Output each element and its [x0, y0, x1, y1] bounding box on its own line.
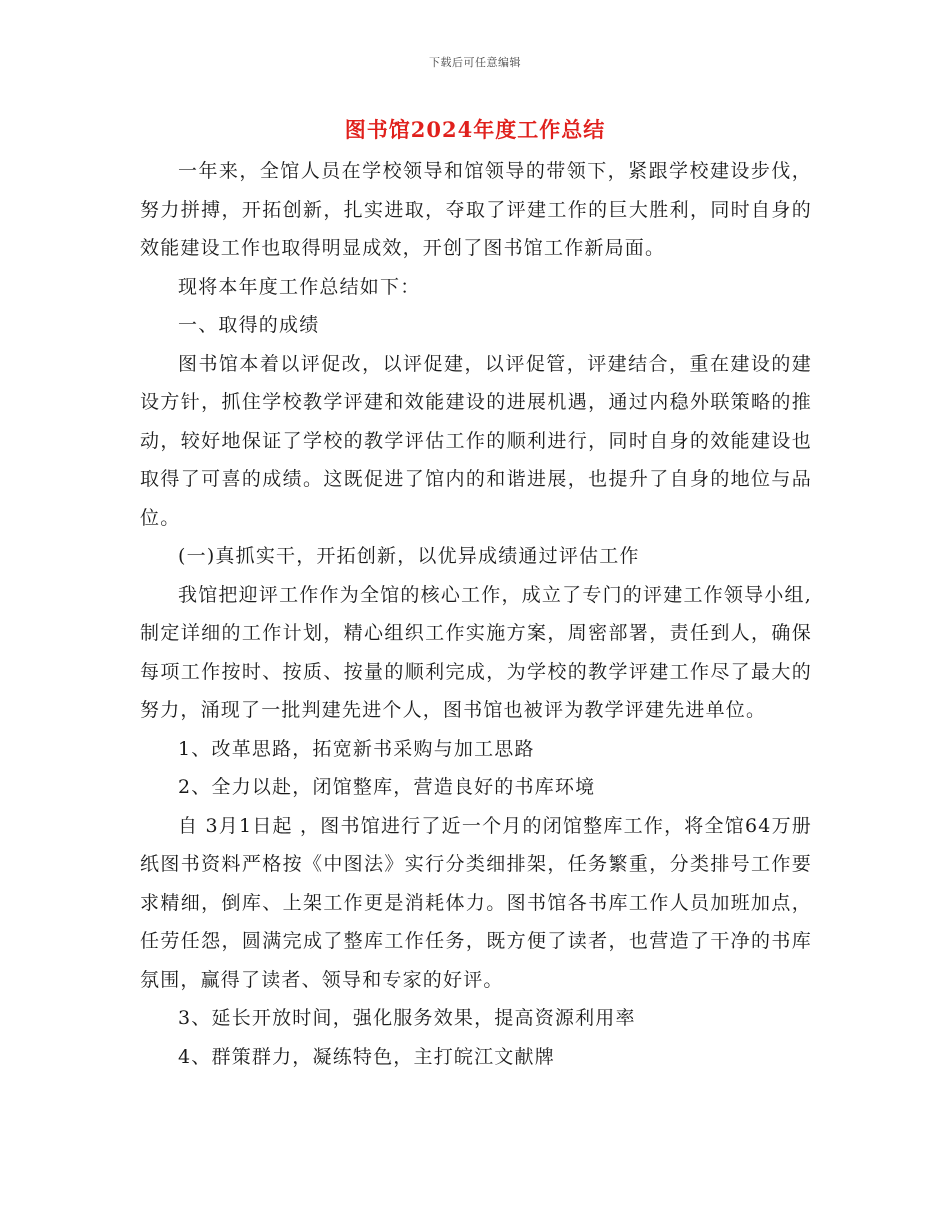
paragraph-achievements: 图书馆本着以评促改，以评促建，以评促管，评建结合，重在建设的建设方针，抓住学校教学评建和效能建设的进展机遇，通过内稳外联策略的推动，较好地保证了学校的教学评估工作的顺利进行，同时自身的效能建设也取得了可喜的成绩。这既促进了馆内的和谐进展，也提升了自身的地位与品位。 — [140, 352, 812, 529]
list-item-4: 4、群策群力，凝练特色，主打皖江文献牌 — [178, 1045, 555, 1068]
paragraph-intro: 一年来，全馆人员在学校领导和馆领导的带领下，紧跟学校建设步伐，努力拼搏，开拓创新，扎实进取，夺取了评建工作的巨大胜利，同时自身的效能建设工作也取得明显成效，开创了图书馆工作新局面。 — [140, 160, 812, 259]
document-title: 图书馆2024年度工作总结 — [344, 117, 606, 142]
paragraph-evaluation: 我馆把迎评工作作为全馆的核心工作，成立了专门的评建工作领导小组,制定详细的工作计划，精心组织工作实施方案，周密部署，责任到人，确保每项工作按时、按质、按量的顺利完成，为学校的教学评建工作尽了最大的努力，涌现了一批判建先进个人，图书馆也被评为教学评建先进单位。 — [140, 583, 812, 721]
section-heading-achievements: 一、取得的成绩 — [178, 314, 320, 336]
list-item-3: 3、延长开放时间，强化服务效果，提高资源利用率 — [178, 1007, 636, 1029]
paragraph-summary-lead: 现将本年度工作总结如下： — [178, 275, 421, 298]
document-body — [140, 152, 812, 1076]
list-item-1: 1、改革思路，拓宽新书采购与加工思路 — [178, 737, 535, 760]
paragraph-reshelving: 自 3月1日起 ，图书馆进行了近一个月的闭馆整库工作，将全馆64万册纸图书资料严格按《中图法》实行分类细排架，任务繁重，分类排号工作要求精细，倒库、上架工作更是消耗体力。图书馆各书库工作人员加班加点，任劳任怨，圆满完成了整库工作任务，既方便了读者，也营造了干净的书库氛围，赢得了读者、领导和专家的好评。 — [140, 814, 812, 991]
list-item-2: 2、全力以赴，闭馆整库，营造良好的书库环境 — [178, 776, 596, 798]
header-note: 下载后可任意编辑 — [429, 56, 521, 69]
subsection-heading-1: (一)真抓实干，开拓创新，以优异成绩通过评估工作 — [178, 545, 640, 567]
